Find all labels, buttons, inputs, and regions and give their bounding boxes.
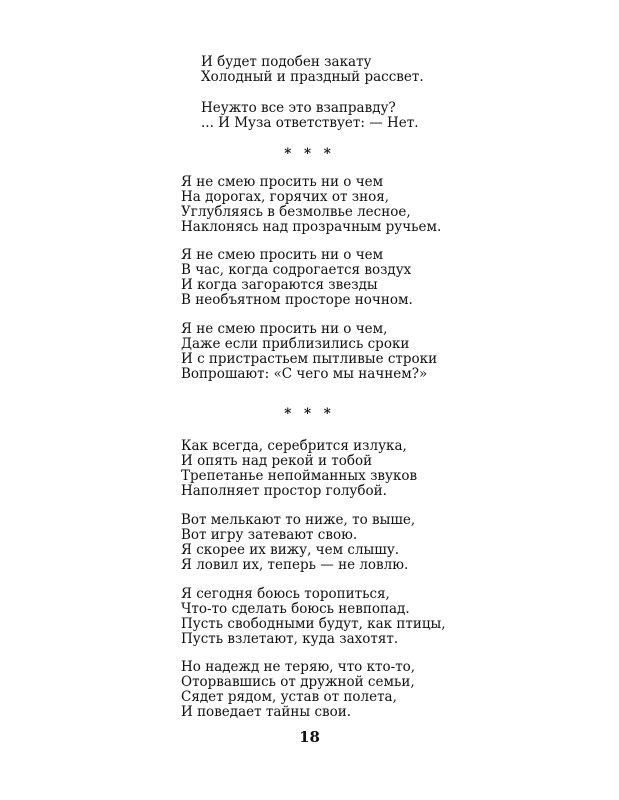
verse-line: Трепетанье непойманных звуков [181, 468, 418, 484]
verse-line: Вот игру затевают свою. [181, 527, 358, 543]
verse-line: Я не смею просить ни о чем [181, 174, 384, 190]
verse-line: В час, когда содрогается воздух [181, 262, 412, 278]
page-number: 18 [299, 728, 320, 746]
verse-line: Я скорее их вижу, чем слышу. [181, 542, 400, 558]
poem-3-stanza-1 [181, 439, 417, 499]
stanza-continuation-2 [201, 101, 419, 131]
poem-3-stanza-4 [181, 660, 415, 720]
verse-line: На дорогах, горячих от зноя, [181, 189, 390, 205]
verse-line: Я не смею просить ни о чем [181, 247, 384, 263]
poem-3-stanza-2 [181, 513, 415, 573]
verse-line: И будет подобен закату [201, 54, 372, 70]
stanza-continuation-1 [201, 55, 424, 85]
verse-line: Неужто все это взаправду? [201, 100, 396, 116]
verse-line: Вопрошают: «С чего мы начнем?» [181, 366, 428, 382]
poem-2-stanza-1 [181, 175, 441, 235]
verse-line: ... И Муза ответствует: — Нет. [201, 115, 419, 131]
verse-line: Углубляясь в безмолвье лесное, [181, 204, 411, 220]
verse-line: Наполняет простор голубой. [181, 483, 387, 499]
section-separator: * * * [284, 146, 335, 162]
poem-2-stanza-3 [181, 322, 437, 382]
verse-line: Я сегодня боюсь торопиться, [181, 586, 390, 602]
verse-line: Я ловил их, теперь — не ловлю. [181, 557, 409, 573]
verse-line: В необъятном просторе ночном. [181, 292, 413, 308]
verse-line: Как всегда, серебрится излука, [181, 438, 407, 454]
poem-3-stanza-3 [181, 587, 446, 647]
section-separator: * * * [284, 406, 335, 422]
verse-line: Даже если приблизились сроки [181, 336, 410, 352]
verse-line: И поведает тайны свои. [181, 704, 352, 720]
poem-2-stanza-2 [181, 248, 413, 308]
verse-line: Оторвавшись от дружной семьи, [181, 674, 415, 690]
verse-line: Наклонясь над прозрачным ручьем. [181, 219, 442, 235]
verse-line: Пусть взлетают, куда захотят. [181, 631, 399, 647]
verse-line: И с пристрастьем пытливые строки [181, 351, 438, 367]
verse-line: Но надежд не теряю, что кто-то, [181, 659, 416, 675]
verse-line: И опять над рекой и тобой [181, 453, 373, 469]
verse-line: Холодный и праздный рассвет. [201, 69, 424, 85]
verse-line: Пусть свободными будут, как птицы, [181, 616, 446, 632]
verse-line: Я не смею просить ни о чем, [181, 321, 388, 337]
verse-line: Что-то сделать боюсь невпопад. [181, 601, 410, 617]
verse-line: Сядет рядом, устав от полета, [181, 689, 397, 705]
verse-line: И когда загораются звезды [181, 277, 378, 293]
verse-line: Вот мелькают то ниже, то выше, [181, 512, 416, 528]
